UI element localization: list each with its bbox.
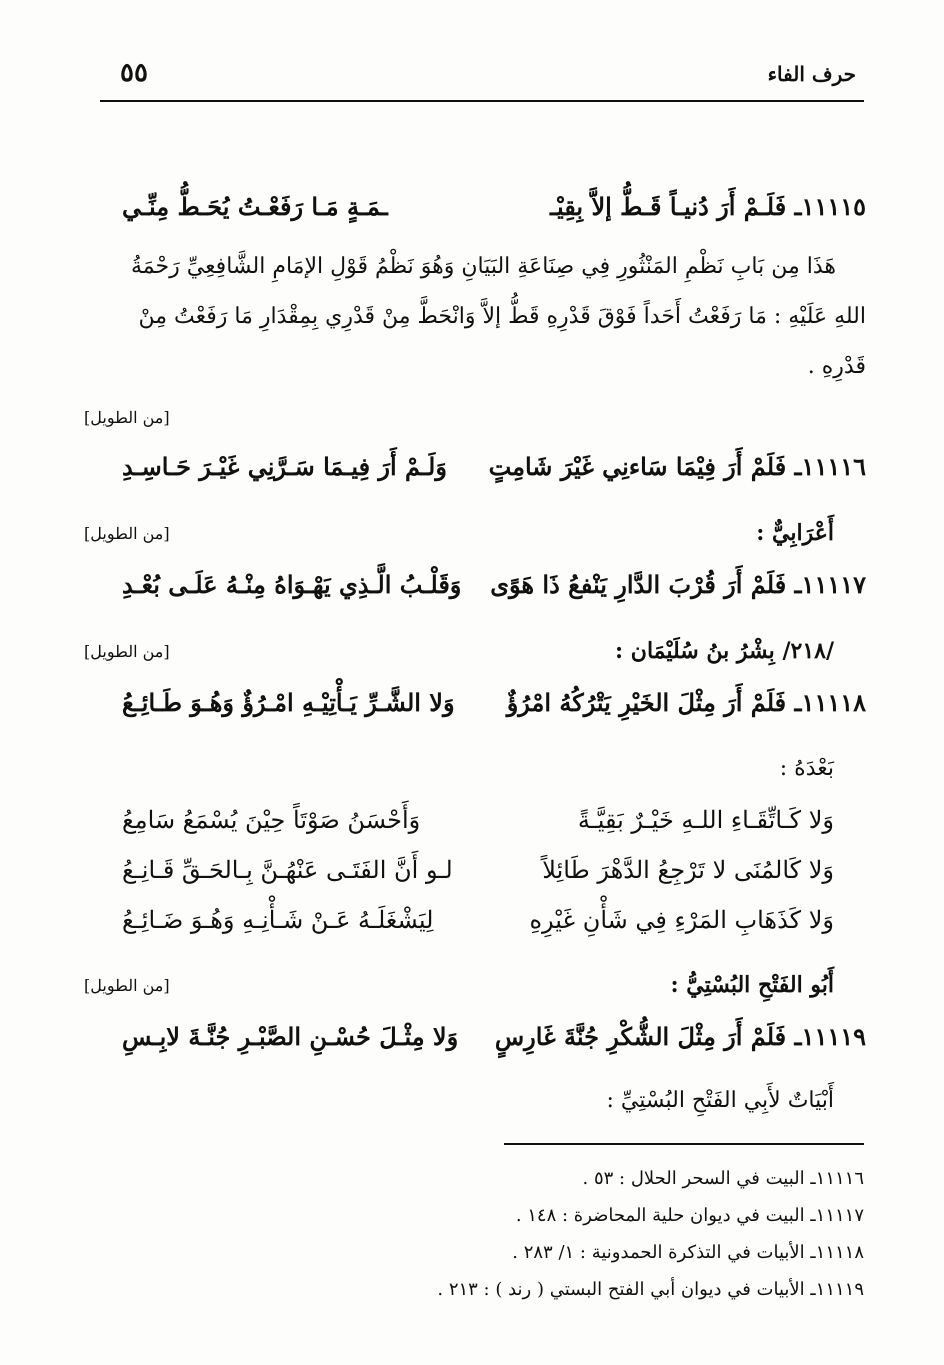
hemistich-first: ١١١١٦ـ فَلَمْ أَرَ فِيْمَا سَاءنِي غَيْرَ شَامِتٍ	[488, 452, 866, 481]
chapter-title: حرف الفاء	[767, 62, 856, 86]
footnote: ١١١١٦ـ البيت في السحر الحلال : ٥٣ .	[582, 1168, 864, 1189]
verse-line	[100, 806, 866, 850]
continuation-label: أَبْيَاتٌ لأَبِي الفَتْحِ البُسْتِيِّ :	[606, 1088, 834, 1113]
footnotes	[100, 1160, 864, 1308]
verse-11117	[100, 570, 866, 614]
hemistich-first: وَلا كَذَهَابِ المَرْءِ فِي شَأْنِ غَيْرِهِ	[529, 906, 834, 934]
hemistich-second: لـو أَنَّ الفَتَـى عَنْهُـنَّ بِـالحَـقِّ قَـانِـعُ	[122, 856, 453, 884]
meter-label: [من الطويل]	[84, 408, 170, 427]
hemistich-first: ١١١١٥ـ فَلَـمْ أَرَ دُنيـاً قَـطُّ إلاَّ بِقِيْـ	[550, 192, 866, 221]
page-number: ٥٥	[120, 58, 148, 88]
poet-name: أَعْرَابِيٌّ :	[756, 520, 834, 546]
footnote: ١١١١٨ـ الأبيات في التذكرة الحمدونية : ١/ ٢٨٣ .	[512, 1242, 864, 1263]
hemistich-first: وَلا كَـاتِّقَـاءِ اللـهِ خَيْـرٌ بَقِيَّـةً	[577, 806, 834, 834]
prose-line: قَدْرِهِ .	[807, 354, 866, 379]
hemistich-second: وَلا الشَّـرِّ يَـأْتِيْـهِ امْـرُؤٌ وَهُـوَ طَـائِـعُ	[122, 688, 455, 717]
header-rule	[100, 100, 864, 102]
hemistich-second: وَلَـمْ أَرَ فِيـمَا سَـرَّنِي غَيْـرَ حَـاسِـدِ	[122, 452, 447, 481]
hemistich-second: وَأَحْسَنُ صَوْتَاً حِيْنَ يُسْمَعُ سَامِعُ	[122, 806, 421, 834]
meter-label: [من الطويل]	[84, 642, 170, 661]
footnote: ١١١١٧ـ البيت في ديوان حلية المحاضرة : ١٤٨ .	[515, 1205, 864, 1226]
poet-name: /٢١٨/ بِشْرُ بنُ سُلَيْمَان :	[615, 638, 834, 664]
verse-line	[100, 856, 866, 900]
continuation-label: بَعْدَهُ :	[779, 756, 834, 781]
hemistich-second: لِيَشْغَلَـهُ عَـنْ شَـأْنِـهِ وَهُـوَ ضَـائِـعُ	[122, 906, 434, 934]
poet-name: أَبُو الفَتْحِ البُسْتِيُّ :	[670, 972, 834, 998]
footnote: ١١١١٩ـ الأبيات في ديوان أبي الفتح البستي ( رند ) : ٢١٣ .	[437, 1279, 864, 1300]
verse-11119	[100, 1022, 866, 1066]
page-header	[100, 58, 856, 92]
footnote-rule	[504, 1143, 864, 1145]
hemistich-second: وَقَلْـبُ الَّـذِي يَهْـوَاهُ مِنْـهُ عَلَـى بُعْـدِ	[122, 570, 462, 599]
hemistich-first: ١١١١٨ـ فَلَمْ أَرَ مِثْلَ الخَيْرِ يَتْرُكُهُ امْرُؤٌ	[506, 688, 866, 717]
prose-line: هَذَا مِن بَابِ نَظْمِ المَنْثُورِ فِي صِنَاعَةِ البَيَانِ وَهُوَ نَظْمُ قَوْلِ الإمَامِ الشَّافِعِيِّ رَحْمَةُ	[131, 254, 836, 279]
verse-11118	[100, 688, 866, 732]
prose-line: اللهِ عَلَيْهِ : مَا رَفَعْتُ أَحَداً فَوْقَ قَدْرِهِ قَطُّ إلاَّ وَانْحَطَّ مِنْ قَدْرِي بِمِقْدَارِ مَا رَفَعْتُ مِنْ	[138, 304, 866, 329]
meter-label: [من الطويل]	[84, 524, 170, 543]
verse-11115	[100, 192, 866, 236]
hemistich-second: وَلا مِثْـلَ حُسْـنِ الصَّبْـرِ جُنَّـةَ لابِـسِ	[122, 1022, 459, 1051]
hemistich-first: ١١١١٧ـ فَلَمْ أَرَ قُرْبَ الدَّارِ يَنْفعُ ذَا هَوًى	[490, 570, 866, 599]
meter-label: [من الطويل]	[84, 976, 170, 995]
commentary-paragraph	[100, 242, 866, 392]
hemistich-first: وَلا كَالمُنَى لا تَرْجِعُ الدَّهْرَ طَائِلاً	[542, 856, 834, 884]
hemistich-second: ـمَـةٍ مَـا رَفَعْـتُ يُحَـطُّ مِنِّـي	[122, 192, 388, 221]
hemistich-first: ١١١١٩ـ فَلَمْ أَرَ مِثْلَ الشُّكْرِ جُنَّةَ غَارِسٍ	[494, 1022, 866, 1051]
verse-11116	[100, 452, 866, 496]
verse-line	[100, 906, 866, 950]
